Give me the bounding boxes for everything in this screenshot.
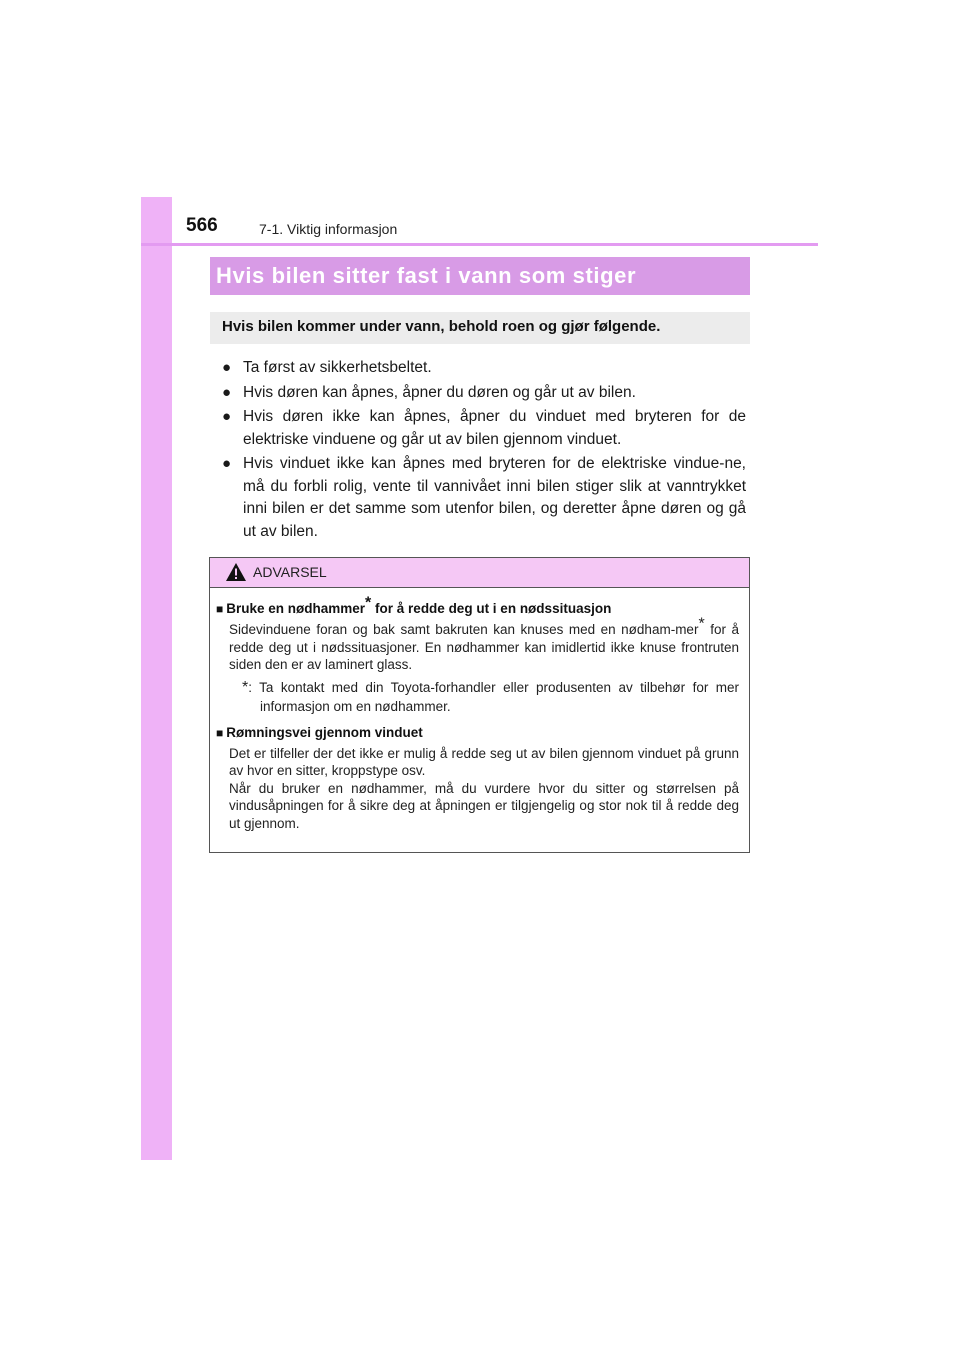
page-number: 566 — [186, 215, 218, 236]
warning-header — [210, 558, 749, 588]
intro-box: Hvis bilen kommer under vann, behold roen og gjør følgende. — [210, 312, 750, 344]
bullet-list — [222, 357, 746, 545]
bullet-icon: ● — [222, 455, 232, 472]
warning-item-text: Sidevinduene foran og bak samt bakruten kan knuses med en nødham-mer* for å redde deg ut i nødssituasjoner. En nødhammer kan imidlertid ikke knuse frontruten siden den er av laminert glass. — [229, 615, 740, 672]
list-item: ● Hvis døren kan åpnes, åpner du døren og går ut av bilen. — [222, 382, 746, 405]
warning-triangle-icon — [225, 562, 247, 582]
footnote-star-icon: * — [242, 678, 249, 696]
warning-item-title: ■ Rømningsvei gjennom vinduet — [216, 724, 423, 740]
side-strip — [141, 197, 172, 1160]
list-item: ● Ta først av sikkerhetsbeltet. — [222, 357, 746, 380]
warning-item-title: ■ Bruke en nødhammer* for å redde deg ut i en nødssituasjon — [216, 594, 612, 616]
section-title: Hvis bilen sitter fast i vann som stiger — [210, 257, 750, 295]
bullet-icon: ● — [222, 383, 232, 401]
header-divider — [141, 243, 818, 246]
footnote-star-icon: * — [698, 615, 705, 633]
chapter-title: 7-1. Viktig informasjon — [259, 221, 398, 237]
warning-item-text: Når du bruker en nødhammer, må du vurdere hvor du sitter og størrelsen på vindusåpningen for å sikre deg at åpningen er tilgjengelig og stor nok til å redde deg ut gjennom. — [229, 780, 739, 831]
square-bullet-icon: ■ — [216, 602, 224, 616]
list-item: ● Hvis vinduet ikke kan åpnes med bryteren for de elektriske vindue-ne, må du forbli rolig, vente til vannivået inni bilen stiger slik at vanntrykket inni bilen er det samme som utenfor bilen, og deretter åpne døren og gå ut av bilen. — [222, 455, 746, 540]
warning-item-escape-route — [216, 724, 739, 833]
bullet-icon: ● — [222, 408, 232, 425]
warning-body — [210, 588, 749, 832]
footnote: *: Ta kontakt med din Toyota-forhandler eller produsenten av tilbehør for mer informasjon om en nødhammer. — [242, 678, 739, 714]
warning-box — [209, 557, 750, 853]
list-item: ● Hvis døren ikke kan åpnes, åpner du vinduet med bryteren for de elektriske vinduene og går ut av bilen gjennom vinduet. — [222, 408, 746, 448]
warning-label: ADVARSEL — [253, 564, 327, 580]
footnote-star-icon: * — [365, 594, 372, 612]
square-bullet-icon: ■ — [216, 725, 224, 740]
warning-item-text: Det er tilfeller der det ikke er mulig å redde seg ut av bilen gjennom vinduet på grunn av hvor en sitter, kroppstype osv. — [229, 745, 739, 778]
warning-item-emergency-hammer — [216, 594, 740, 716]
bullet-icon: ● — [222, 359, 232, 376]
